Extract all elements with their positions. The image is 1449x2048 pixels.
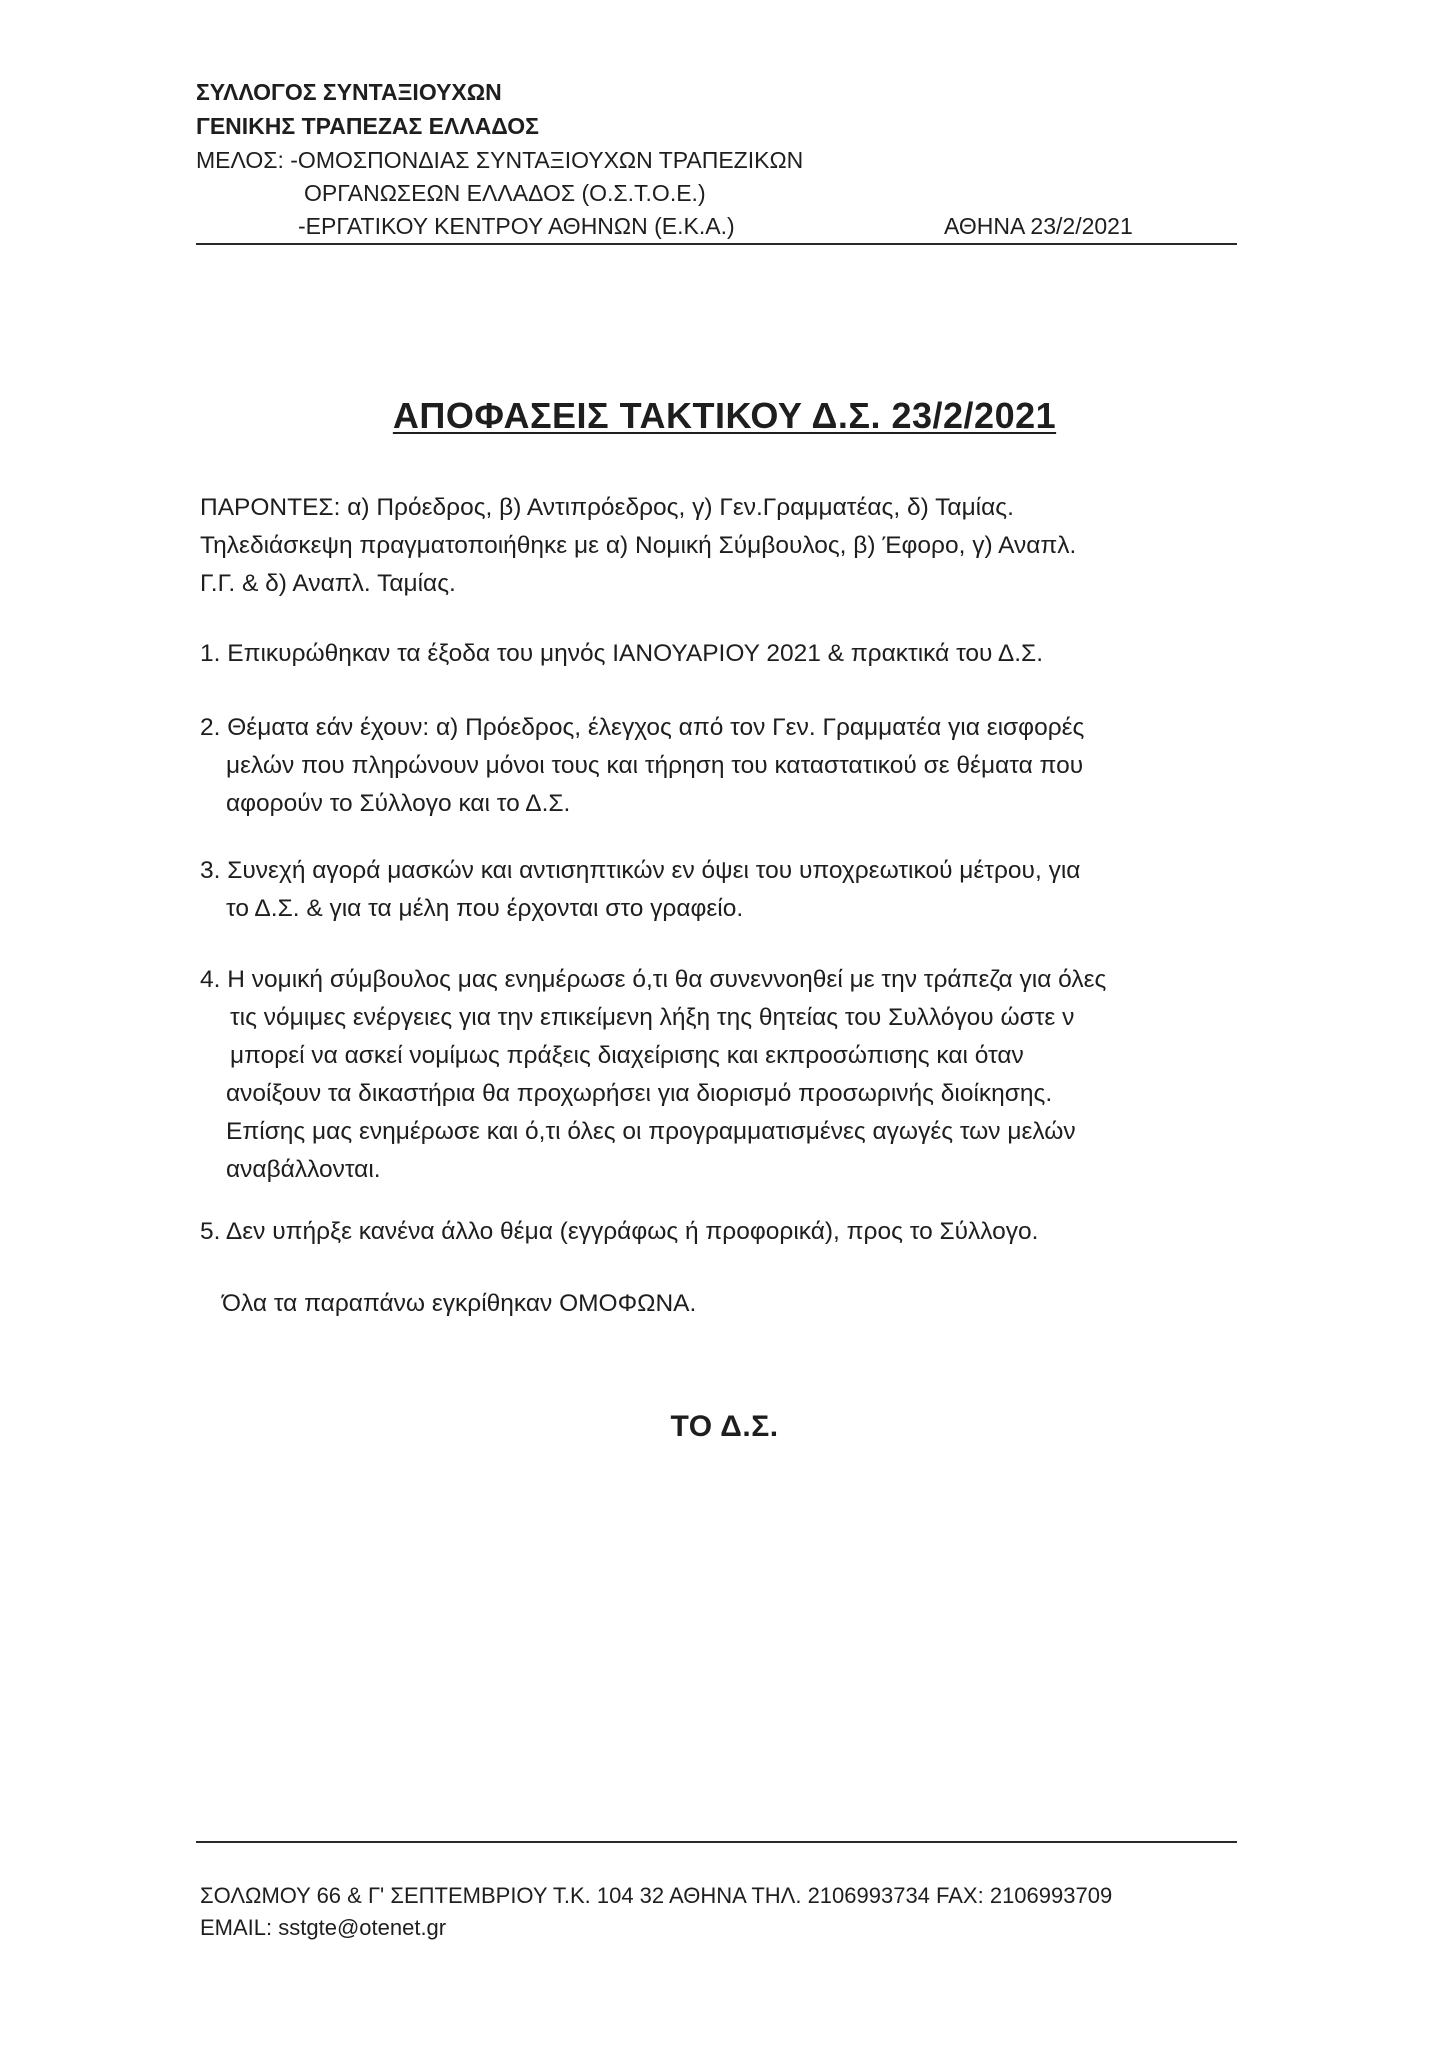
- decision-item-2: [200, 709, 1240, 823]
- footer-email: EMAIL: sstgte@otenet.gr: [200, 1915, 447, 1940]
- signature: ΤΟ Δ.Σ.: [670, 1410, 779, 1443]
- decision-4-line-3: μπορεί να ασκεί νομίμως πράξεις διαχείρισης και εκπροσώπισης και όταν: [230, 1042, 1024, 1069]
- decision-1-line-1: 1. Επικυρώθηκαν τα έξοδα του μηνός ΙΑΝΟΥΑΡΙΟΥ 2021 & πρακτικά του Δ.Σ.: [200, 640, 1044, 667]
- decision-item-1: [200, 635, 1240, 673]
- attendance-block: [200, 489, 1240, 603]
- document-title: ΑΠΟΦΑΣΕΙΣ ΤΑΚΤΙΚΟΥ Δ.Σ. 23/2/2021: [392, 395, 1057, 436]
- membership-line-2: ΟΡΓΑΝΩΣΕΩΝ ΕΛΛΑΔΟΣ (Ο.Σ.Τ.Ο.Ε.): [304, 180, 706, 206]
- org-name-line-1: ΣΥΛΛΟΓΟΣ ΣΥΝΤΑΞΙΟΥΧΩΝ: [196, 79, 502, 105]
- decision-item-3: [200, 852, 1240, 928]
- membership-line-1: ΜΕΛΟΣ: -ΟΜΟΣΠΟΝΔΙΑΣ ΣΥΝΤΑΞΙΟΥΧΩΝ ΤΡΑΠΕΖΙΚΩΝ: [196, 147, 804, 173]
- decision-item-4: [200, 961, 1240, 1189]
- footer-address: ΣΟΛΩΜΟΥ 66 & Γ' ΣΕΠΤΕΜΒΡΙΟΥ Τ.Κ. 104 32 ΑΘΗΝΑ ΤΗΛ. 2106993734 FAX: 2106993709: [200, 1883, 1113, 1908]
- decision-2-line-1: 2. Θέματα εάν έχουν: α) Πρόεδρος, έλεγχος από τον Γεν. Γραμματέα για εισφορές: [200, 714, 1085, 741]
- decision-2-line-3: αφορούν το Σύλλογο και το Δ.Σ.: [226, 790, 571, 817]
- attendance-line-2: Τηλεδιάσκεψη πραγματοποιήθηκε με α) Νομική Σύμβουλος, β) Έφορο, γ) Αναπλ.: [200, 532, 1077, 559]
- decision-2-line-2: μελών που πληρώνουν μόνοι τους και τήρηση του καταστατικού σε θέματα που: [226, 752, 1084, 779]
- attendance-line-3: Γ.Γ. & δ) Αναπλ. Ταμίας.: [200, 570, 456, 597]
- closing-statement: Όλα τα παραπάνω εγκρίθηκαν ΟΜΟΦΩΝΑ.: [222, 1290, 697, 1317]
- document-date: ΑΘΗΝΑ 23/2/2021: [944, 213, 1133, 239]
- footer-divider: [196, 1841, 1237, 1843]
- header-divider: [196, 243, 1237, 245]
- decision-4-line-1: 4. Η νομική σύμβουλος μας ενημέρωσε ό,τι θα συνεννοηθεί με την τράπεζα για όλες: [200, 966, 1107, 993]
- org-name-line-2: ΓΕΝΙΚΗΣ ΤΡΑΠΕΖΑΣ ΕΛΛΑΔΟΣ: [196, 113, 539, 139]
- decision-4-line-5: Επίσης μας ενημέρωσε και ό,τι όλες οι προγραμματισμένες αγωγές των μελών: [226, 1118, 1076, 1145]
- decision-item-5: [200, 1213, 1240, 1251]
- decision-5-line-1: 5. Δεν υπήρξε κανένα άλλο θέμα (εγγράφως ή προφορικά), προς το Σύλλογο.: [200, 1218, 1039, 1245]
- decision-4-line-2: τις νόμιμες ενέργειες για την επικείμενη λήξη της θητείας του Συλλόγου ώστε ν: [230, 1004, 1075, 1031]
- decision-4-line-4: ανοίξουν τα δικαστήρια θα προχωρήσει για διορισμό προσωρινής διοίκησης.: [226, 1080, 1053, 1107]
- attendance-line-1: ΠΑΡΟΝΤΕΣ: α) Πρόεδρος, β) Αντιπρόεδρος, γ) Γεν.Γραμματέας, δ) Ταμίας.: [200, 494, 1014, 521]
- decision-3-line-2: το Δ.Σ. & για τα μέλη που έρχονται στο γραφείο.: [226, 895, 744, 922]
- decision-3-line-1: 3. Συνεχή αγορά μασκών και αντισηπτικών εν όψει του υποχρεωτικού μέτρου, για: [200, 857, 1081, 884]
- membership-line-3: -ΕΡΓΑΤΙΚΟΥ ΚΕΝΤΡΟΥ ΑΘΗΝΩΝ (Ε.Κ.Α.): [298, 213, 735, 239]
- decision-4-line-6: αναβάλλονται.: [226, 1156, 381, 1183]
